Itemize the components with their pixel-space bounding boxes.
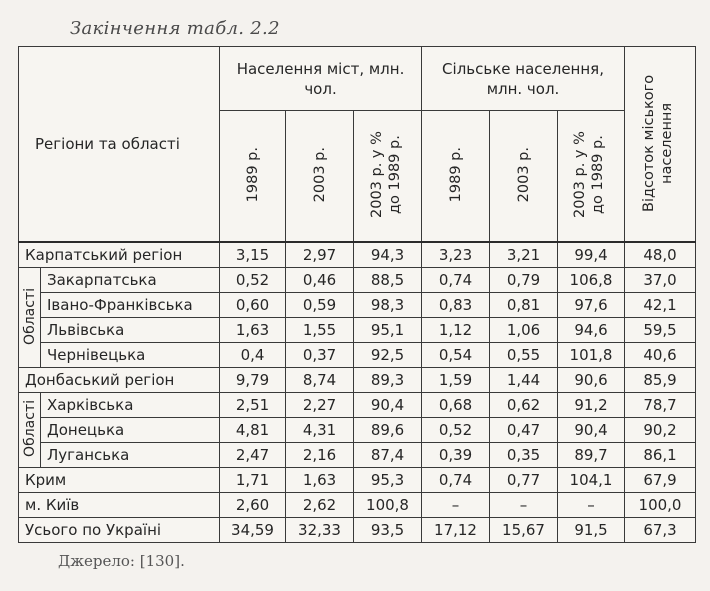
cell-rural-1989: 0,74: [422, 468, 490, 493]
cell-urban-share: 37,0: [625, 268, 696, 293]
cell-urban-share: 67,3: [625, 518, 696, 543]
table-row: [19, 242, 696, 268]
cell-urban-1989: 34,59: [220, 518, 286, 543]
row-name: Донецька: [41, 418, 220, 443]
cell-urban-2003: 2,16: [286, 443, 354, 468]
cell-urban-share: 67,9: [625, 468, 696, 493]
header-rural-pct: 2003 р. у % до 1989 р.: [558, 111, 625, 243]
table-row: [19, 443, 696, 468]
row-name: м. Київ: [19, 493, 220, 518]
table-caption: Закінчення табл. 2.2: [70, 18, 280, 39]
cell-urban-pct: 90,4: [354, 393, 422, 418]
table-row: [19, 343, 696, 368]
table-row: [19, 493, 696, 518]
row-name: Харківська: [41, 393, 220, 418]
cell-urban-share: 90,2: [625, 418, 696, 443]
cell-urban-share: 100,0: [625, 493, 696, 518]
cell-rural-2003: 0,55: [490, 343, 558, 368]
cell-rural-1989: 0,74: [422, 268, 490, 293]
table-row: [19, 468, 696, 493]
population-table: [18, 46, 696, 543]
cell-rural-2003: 0,81: [490, 293, 558, 318]
cell-urban-pct: 89,6: [354, 418, 422, 443]
cell-rural-pct: 104,1: [558, 468, 625, 493]
cell-rural-pct: 106,8: [558, 268, 625, 293]
cell-rural-pct: 91,2: [558, 393, 625, 418]
cell-urban-pct: 100,8: [354, 493, 422, 518]
cell-rural-2003: 0,35: [490, 443, 558, 468]
cell-urban-1989: 2,47: [220, 443, 286, 468]
table-row: [19, 318, 696, 343]
cell-rural-pct: 99,4: [558, 242, 625, 268]
cell-rural-2003: 1,44: [490, 368, 558, 393]
cell-urban-share: 59,5: [625, 318, 696, 343]
cell-urban-share: 78,7: [625, 393, 696, 418]
cell-rural-pct: 90,6: [558, 368, 625, 393]
cell-rural-1989: 17,12: [422, 518, 490, 543]
cell-urban-2003: 32,33: [286, 518, 354, 543]
cell-rural-1989: –: [422, 493, 490, 518]
cell-urban-1989: 2,60: [220, 493, 286, 518]
header-urban-2003: 2003 р.: [286, 111, 354, 243]
cell-urban-share: 40,6: [625, 343, 696, 368]
cell-rural-2003: 0,47: [490, 418, 558, 443]
cell-rural-1989: 3,23: [422, 242, 490, 268]
cell-urban-1989: 0,52: [220, 268, 286, 293]
cell-rural-pct: 94,6: [558, 318, 625, 343]
cell-urban-2003: 0,46: [286, 268, 354, 293]
header-urban-1989: 1989 р.: [220, 111, 286, 243]
cell-urban-1989: 9,79: [220, 368, 286, 393]
header-rural-1989: 1989 р.: [422, 111, 490, 243]
cell-rural-pct: 101,8: [558, 343, 625, 368]
header-rural-2003: 2003 р.: [490, 111, 558, 243]
cell-urban-1989: 1,63: [220, 318, 286, 343]
table-row: [19, 293, 696, 318]
row-name: Карпатський регіон: [19, 242, 220, 268]
table-row: [19, 418, 696, 443]
row-name: Закарпатська: [41, 268, 220, 293]
cell-rural-1989: 1,59: [422, 368, 490, 393]
header-urban-share: Відсоток міського населення: [625, 47, 696, 243]
row-name: Львівська: [41, 318, 220, 343]
header-urban-pct: 2003 р. у % до 1989 р.: [354, 111, 422, 243]
header-urban-group: Населення міст, млн. чол.: [220, 47, 422, 111]
row-name: Луганська: [41, 443, 220, 468]
cell-rural-2003: 0,62: [490, 393, 558, 418]
cell-urban-pct: 89,3: [354, 368, 422, 393]
cell-rural-1989: 0,83: [422, 293, 490, 318]
cell-urban-share: 48,0: [625, 242, 696, 268]
header-region-label: Регіони та області: [35, 134, 180, 153]
cell-urban-pct: 87,4: [354, 443, 422, 468]
header-rural-group: Сільське населення, млн. чол.: [422, 47, 625, 111]
cell-urban-share: 42,1: [625, 293, 696, 318]
cell-rural-1989: 0,54: [422, 343, 490, 368]
cell-urban-share: 85,9: [625, 368, 696, 393]
cell-urban-pct: 95,1: [354, 318, 422, 343]
cell-rural-pct: 91,5: [558, 518, 625, 543]
cell-urban-2003: 8,74: [286, 368, 354, 393]
cell-urban-1989: 4,81: [220, 418, 286, 443]
cell-rural-2003: 0,77: [490, 468, 558, 493]
cell-rural-pct: –: [558, 493, 625, 518]
cell-urban-2003: 0,37: [286, 343, 354, 368]
cell-urban-2003: 0,59: [286, 293, 354, 318]
oblasts-group-label: Області: [19, 268, 41, 368]
header-region: [19, 47, 220, 243]
cell-urban-pct: 92,5: [354, 343, 422, 368]
cell-rural-2003: 0,79: [490, 268, 558, 293]
cell-rural-pct: 90,4: [558, 418, 625, 443]
table-row: [19, 268, 696, 293]
cell-urban-2003: 1,63: [286, 468, 354, 493]
cell-rural-2003: 3,21: [490, 242, 558, 268]
cell-urban-1989: 2,51: [220, 393, 286, 418]
cell-rural-1989: 0,39: [422, 443, 490, 468]
cell-urban-2003: 2,62: [286, 493, 354, 518]
cell-urban-1989: 0,4: [220, 343, 286, 368]
row-name: Івано-Франківська: [41, 293, 220, 318]
row-name: Усього по Україні: [19, 518, 220, 543]
cell-urban-pct: 93,5: [354, 518, 422, 543]
cell-urban-1989: 1,71: [220, 468, 286, 493]
row-name: Чернівецька: [41, 343, 220, 368]
cell-rural-2003: 15,67: [490, 518, 558, 543]
cell-urban-2003: 1,55: [286, 318, 354, 343]
cell-urban-pct: 88,5: [354, 268, 422, 293]
oblasts-group-label: Області: [19, 393, 41, 468]
cell-urban-2003: 2,97: [286, 242, 354, 268]
cell-rural-2003: 1,06: [490, 318, 558, 343]
cell-urban-pct: 95,3: [354, 468, 422, 493]
cell-rural-2003: –: [490, 493, 558, 518]
cell-rural-1989: 0,68: [422, 393, 490, 418]
cell-urban-share: 86,1: [625, 443, 696, 468]
cell-urban-1989: 0,60: [220, 293, 286, 318]
source-note: Джерело: [130].: [58, 552, 185, 570]
row-name: Крим: [19, 468, 220, 493]
table-row-total: [19, 518, 696, 543]
table-row: [19, 393, 696, 418]
cell-rural-1989: 1,12: [422, 318, 490, 343]
cell-urban-2003: 2,27: [286, 393, 354, 418]
cell-urban-2003: 4,31: [286, 418, 354, 443]
cell-urban-1989: 3,15: [220, 242, 286, 268]
cell-rural-pct: 89,7: [558, 443, 625, 468]
cell-rural-pct: 97,6: [558, 293, 625, 318]
row-name: Донбаський регіон: [19, 368, 220, 393]
cell-rural-1989: 0,52: [422, 418, 490, 443]
table-row: [19, 368, 696, 393]
cell-urban-pct: 94,3: [354, 242, 422, 268]
cell-urban-pct: 98,3: [354, 293, 422, 318]
